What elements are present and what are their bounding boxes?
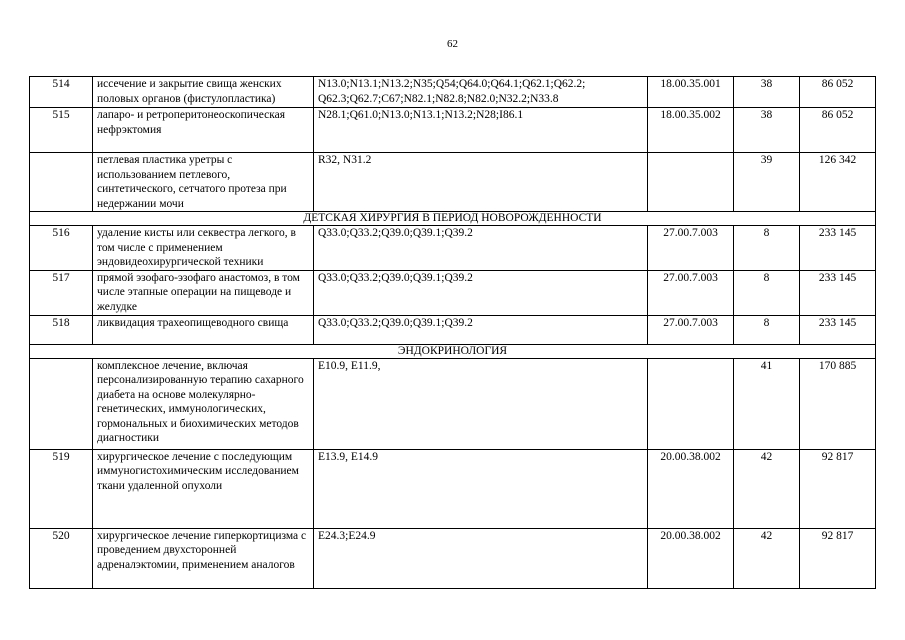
row-number-cell: 516 [30,226,93,271]
table-row [30,358,876,449]
diagnosis-codes-cell: E13.9, E14.9 [314,449,648,528]
group-code-cell [648,358,734,449]
cost-cell: 233 145 [800,270,876,315]
diagnosis-codes-cell: N28.1;Q61.0;N13.0;N13.1;N13.2;N28;I86.1 [314,108,648,153]
table-row [30,315,876,344]
row-number-cell [30,358,93,449]
table-row [30,528,876,588]
procedure-name-cell: иссечение и закрытие свища женских половых органов (фистулопластика) [93,77,314,108]
model-number-cell: 42 [734,449,800,528]
table-row [30,77,876,108]
group-code-cell: 18.00.35.001 [648,77,734,108]
row-number-cell: 514 [30,77,93,108]
procedures-table [29,76,876,589]
group-code-cell: 27.00.7.003 [648,226,734,271]
cost-cell: 86 052 [800,108,876,153]
row-number-cell: 517 [30,270,93,315]
model-number-cell: 8 [734,226,800,271]
table-row [30,108,876,153]
table-row [30,226,876,271]
model-number-cell: 8 [734,315,800,344]
diagnosis-codes-cell: N13.0;N13.1;N13.2;N35;Q54;Q64.0;Q64.1;Q62.1;Q62.2; Q62.3;Q62.7;C67;N82.1;N82.8;N82.0;N32.2;N33.8 [314,77,648,108]
row-number-cell [30,153,93,212]
table-row [30,153,876,212]
procedure-name-cell: хирургическое лечение гиперкортицизма с проведением двухсторонней адреналэктомии, применением аналогов [93,528,314,588]
diagnosis-codes-cell: Q33.0;Q33.2;Q39.0;Q39.1;Q39.2 [314,270,648,315]
cost-cell: 86 052 [800,77,876,108]
model-number-cell: 38 [734,77,800,108]
procedure-name-cell: петлевая пластика уретры с использованием петлевого, синтетического, сетчатого протеза при недержании мочи [93,153,314,212]
row-number-cell: 515 [30,108,93,153]
table-row [30,270,876,315]
page-number: 62 [447,38,458,50]
row-number-cell: 519 [30,449,93,528]
section-title: ДЕТСКАЯ ХИРУРГИЯ В ПЕРИОД НОВОРОЖДЕННОСТИ [30,212,876,226]
row-number-cell: 518 [30,315,93,344]
diagnosis-codes-cell: Q33.0;Q33.2;Q39.0;Q39.1;Q39.2 [314,315,648,344]
model-number-cell: 38 [734,108,800,153]
cost-cell: 126 342 [800,153,876,212]
model-number-cell: 41 [734,358,800,449]
group-code-cell: 18.00.35.002 [648,108,734,153]
group-code-cell: 20.00.38.002 [648,528,734,588]
diagnosis-codes-cell: E10.9, E11.9, [314,358,648,449]
procedure-name-cell: лапаро- и ретроперитонеоскопическая нефрэктомия [93,108,314,153]
model-number-cell: 39 [734,153,800,212]
group-code-cell: 20.00.38.002 [648,449,734,528]
diagnosis-codes-cell: Q33.0;Q33.2;Q39.0;Q39.1;Q39.2 [314,226,648,271]
section-title: ЭНДОКРИНОЛОГИЯ [30,344,876,358]
model-number-cell: 8 [734,270,800,315]
section-header-row [30,212,876,226]
table-row [30,449,876,528]
procedure-name-cell: удаление кисты или секвестра легкого, в том числе с применением эндовидеохирургической техники [93,226,314,271]
cost-cell: 233 145 [800,226,876,271]
procedure-name-cell: хирургическое лечение с последующим иммуногистохимическим исследованием ткани удаленной опухоли [93,449,314,528]
section-header-row [30,344,876,358]
diagnosis-codes-cell: E24.3;E24.9 [314,528,648,588]
group-code-cell: 27.00.7.003 [648,270,734,315]
diagnosis-codes-cell: R32, N31.2 [314,153,648,212]
procedure-name-cell: прямой эзофаго-эзофаго анастомоз, в том числе этапные операции на пищеводе и желудке [93,270,314,315]
cost-cell: 233 145 [800,315,876,344]
procedure-name-cell: комплексное лечение, включая персонализированную терапию сахарного диабета на основе молекулярно-генетических, иммунологических, гормональных и биохимических методов диагностики [93,358,314,449]
group-code-cell [648,153,734,212]
cost-cell: 92 817 [800,449,876,528]
row-number-cell: 520 [30,528,93,588]
cost-cell: 92 817 [800,528,876,588]
cost-cell: 170 885 [800,358,876,449]
model-number-cell: 42 [734,528,800,588]
group-code-cell: 27.00.7.003 [648,315,734,344]
procedure-name-cell: ликвидация трахеопищеводного свища [93,315,314,344]
